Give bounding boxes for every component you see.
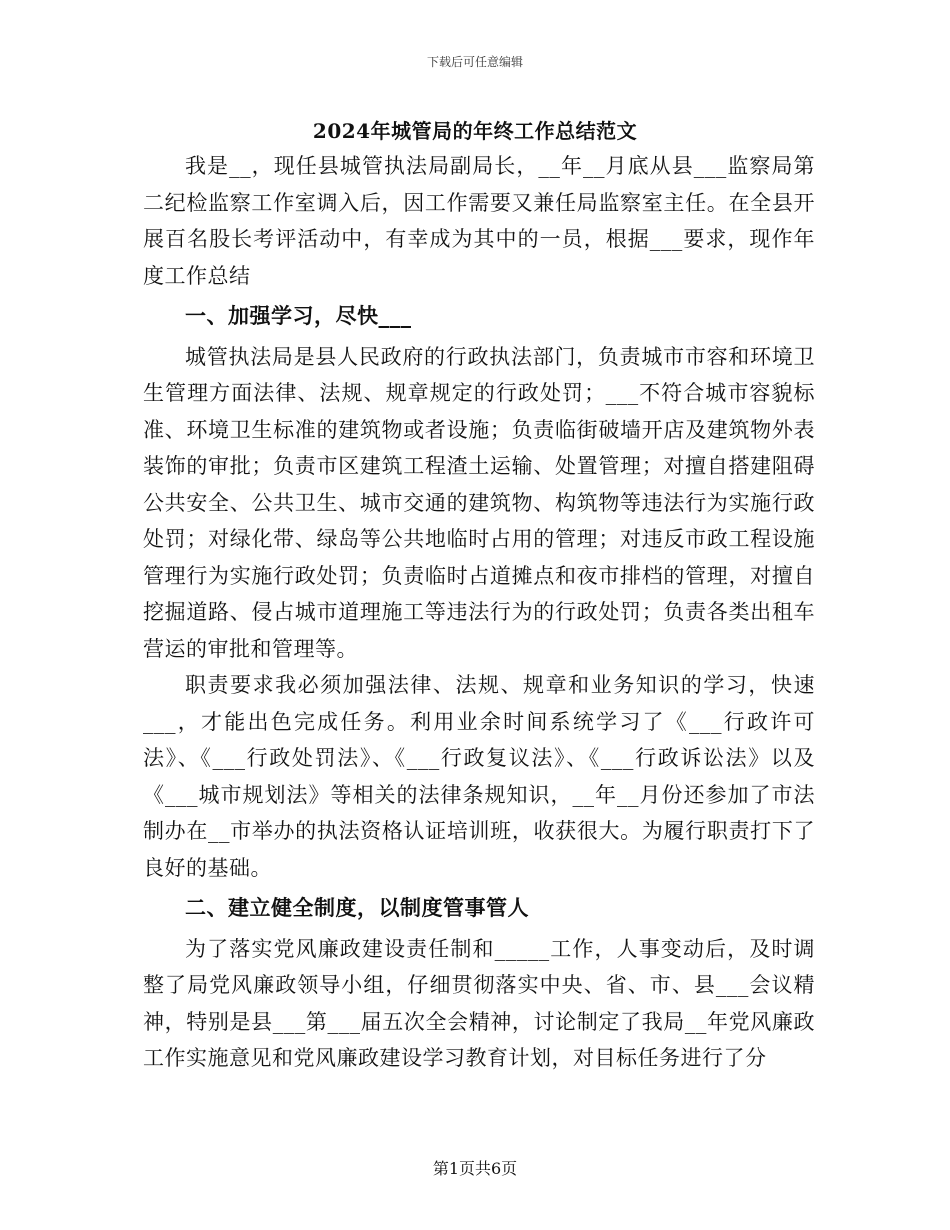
paragraph-intro: 我是__，现任县城管执法局副局长，__年__月底从县___监察局第二纪检监察工作室调入后，因工作需要又兼任局监察室主任。在全县开展百名股长考评活动中，有幸成为其中的一员，根据___要求，现作年度工作总结 bbox=[143, 154, 815, 288]
document-title: 2024年城管局的年终工作总结范文 bbox=[312, 119, 638, 143]
page-header-note: 下载后可任意编辑 bbox=[426, 55, 523, 69]
paragraph-duties: 城管执法局是县人民政府的行政执法部门，负责城市市容和环境卫生管理方面法律、法规、规章规定的行政处罚；___不符合城市容貌标准、环境卫生标准的建筑物或者设施；负责临街破墙开店及建筑物外表装饰的审批；负责市区建筑工程渣土运输、处置管理；对擅自搭建阻碍公共安全、公共卫生、城市交通的建筑物、构筑物等违法行为实施行政处罚；对绿化带、绿岛等公共地临时占用的管理；对违反市政工程设施管理行为实施行政处罚；负责临时占道摊点和夜市排档的管理，对擅自挖掘道路、侵占城市道理施工等违法行为的行政处罚；负责各类出租车营运的审批和管理等。 bbox=[143, 344, 815, 661]
paragraph-study: 职责要求我必须加强法律、法规、规章和业务知识的学习，快速___，才能出色完成任务。利用业余时间系统学习了《___行政许可法》、《___行政处罚法》、《___行政复议法》、《___行政诉讼法》以及《___城市规划法》等相关的法律条规知识，__年__月份还参加了市法制办在__市举办的执法资格认证培训班，收获很大。为履行职责打下了良好的基础。 bbox=[143, 673, 815, 880]
section-heading-2: 二、建立健全制度，以制度管事管人 bbox=[185, 895, 529, 920]
section-heading-1: 一、加强学习，尽快___ bbox=[185, 303, 412, 328]
paragraph-system: 为了落实党风廉政建设责任制和_____工作，人事变动后，及时调整了局党风廉政领导小组，仔细贯彻落实中央、省、市、县___会议精神，特别是县___第___届五次全会精神，讨论制定了我局__年党风廉政工作实施意见和党风廉政建设学习教育计划，对目标任务进行了分 bbox=[143, 936, 815, 1070]
page-footer-number: 第1页共6页 bbox=[432, 1159, 518, 1178]
document-body bbox=[143, 148, 815, 1077]
